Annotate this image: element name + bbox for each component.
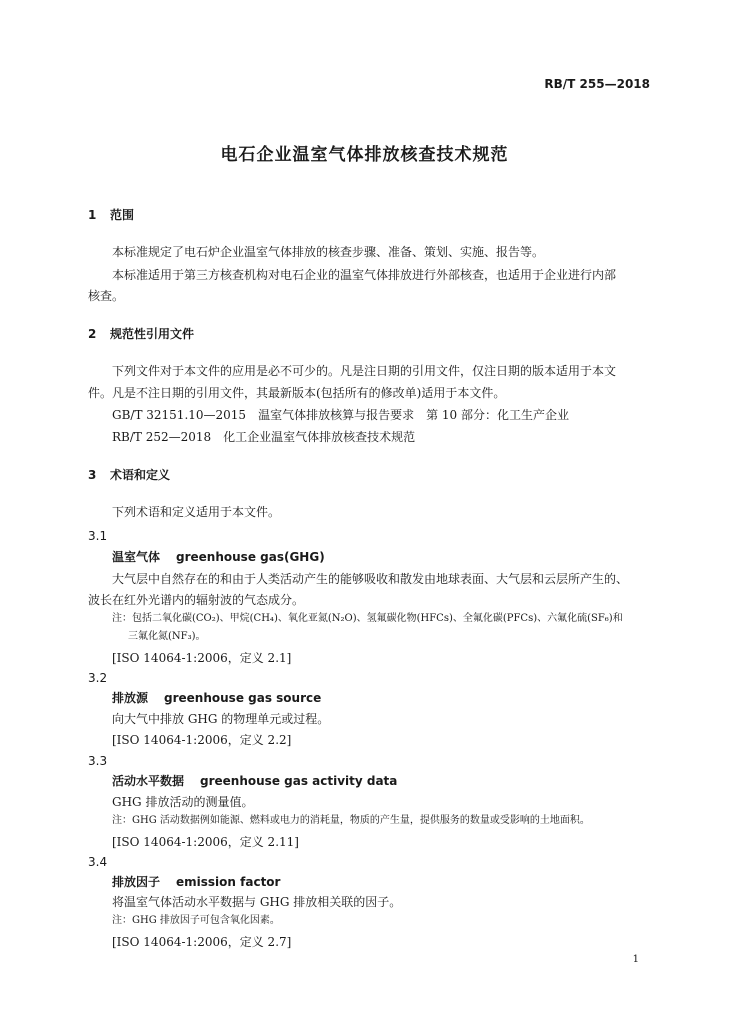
document-code: RB/T 255—2018 [544, 77, 650, 91]
term-3-2-en: greenhouse gas source [164, 691, 322, 705]
term-3-2-zh: 排放源 [112, 691, 149, 705]
reference-2: RB/T 252—2018 化工企业温室气体排放核查技术规范 [112, 430, 416, 444]
page-number: 1 [632, 954, 639, 965]
term-3-3-source: [ISO 14064-1:2006，定义 2.11] [112, 835, 299, 849]
term-3-3-number: 3.3 [88, 754, 108, 768]
section-1-paragraph-2-line-2: 核查。 [88, 289, 125, 303]
section-3-heading [88, 467, 170, 483]
section-2-title: 规范性引用文件 [110, 327, 195, 341]
term-3-1-en: greenhouse gas(GHG) [176, 550, 325, 564]
term-3-2-definition: 向大气中排放 GHG 的物理单元或过程。 [112, 712, 330, 726]
term-3-4-zh: 排放因子 [112, 875, 161, 889]
term-3-4-definition: 将温室气体活动水平数据与 GHG 排放相关联的因子。 [112, 895, 402, 909]
term-3-1-number: 3.1 [88, 529, 108, 543]
term-3-3-definition: GHG 排放活动的测量值。 [112, 795, 254, 809]
term-3-1-zh: 温室气体 [112, 550, 161, 564]
term-3-4-heading [112, 874, 280, 890]
term-3-1-source: [ISO 14064-1:2006，定义 2.1] [112, 651, 292, 665]
term-3-4-en: emission factor [176, 875, 281, 889]
section-3-intro: 下列术语和定义适用于本文件。 [112, 505, 281, 519]
section-2-paragraph-line-1: 下列文件对于本文件的应用是必不可少的。凡是注日期的引用文件，仅注日期的版本适用于本文 [112, 364, 617, 378]
section-1-number: 1 [88, 208, 97, 222]
section-2-number: 2 [88, 327, 97, 341]
term-3-4-source: [ISO 14064-1:2006，定义 2.7] [112, 935, 292, 949]
term-3-1-heading [112, 549, 325, 565]
section-1-title: 范围 [110, 208, 135, 222]
section-3-number: 3 [88, 468, 97, 482]
term-3-3-zh: 活动水平数据 [112, 774, 185, 788]
section-1-heading [88, 207, 134, 223]
term-3-2-number: 3.2 [88, 671, 108, 685]
term-3-3-heading [112, 773, 397, 789]
section-1-paragraph-1: 本标准规定了电石炉企业温室气体排放的核查步骤、准备、策划、实施、报告等。 [112, 245, 545, 259]
section-1-paragraph-2-line-1: 本标准适用于第三方核查机构对电石企业的温室气体排放进行外部核查，也适用于企业进行内部 [112, 268, 617, 282]
term-3-4-number: 3.4 [88, 855, 108, 869]
term-3-1-definition-line-2: 波长在红外光谱内的辐射波的气态成分。 [88, 593, 305, 607]
term-3-1-note-line-2: 三氟化氮(NF₃)。 [128, 631, 206, 642]
term-3-1-note-line-1: 注：包括二氧化碳(CO₂)、甲烷(CH₄)、氧化亚氮(N₂O)、氢氟碳化物(HFCs)、全氟化碳(PFCs)、六氟化硫(SF₆)和 [112, 613, 623, 624]
reference-1: GB/T 32151.10—2015 温室气体排放核算与报告要求 第 10 部分：化工生产企业 [112, 408, 569, 422]
term-3-2-source: [ISO 14064-1:2006，定义 2.2] [112, 733, 292, 747]
term-3-1-definition-line-1: 大气层中自然存在的和由于人类活动产生的能够吸收和散发由地球表面、大气层和云层所产生的、 [112, 572, 629, 586]
term-3-4-note: 注：GHG 排放因子可包含氧化因素。 [112, 915, 280, 926]
term-3-3-note: 注：GHG 活动数据例如能源、燃料或电力的消耗量，物质的产生量，提供服务的数量或受影响的土地面积。 [112, 815, 590, 826]
section-2-paragraph-line-2: 件。凡是不注日期的引用文件，其最新版本(包括所有的修改单)适用于本文件。 [88, 386, 506, 400]
term-3-3-en: greenhouse gas activity data [200, 774, 398, 788]
section-2-heading [88, 326, 194, 342]
section-3-title: 术语和定义 [110, 468, 171, 482]
page-title: 电石企业温室气体排放核查技术规范 [220, 145, 509, 165]
term-3-2-heading [112, 690, 321, 706]
